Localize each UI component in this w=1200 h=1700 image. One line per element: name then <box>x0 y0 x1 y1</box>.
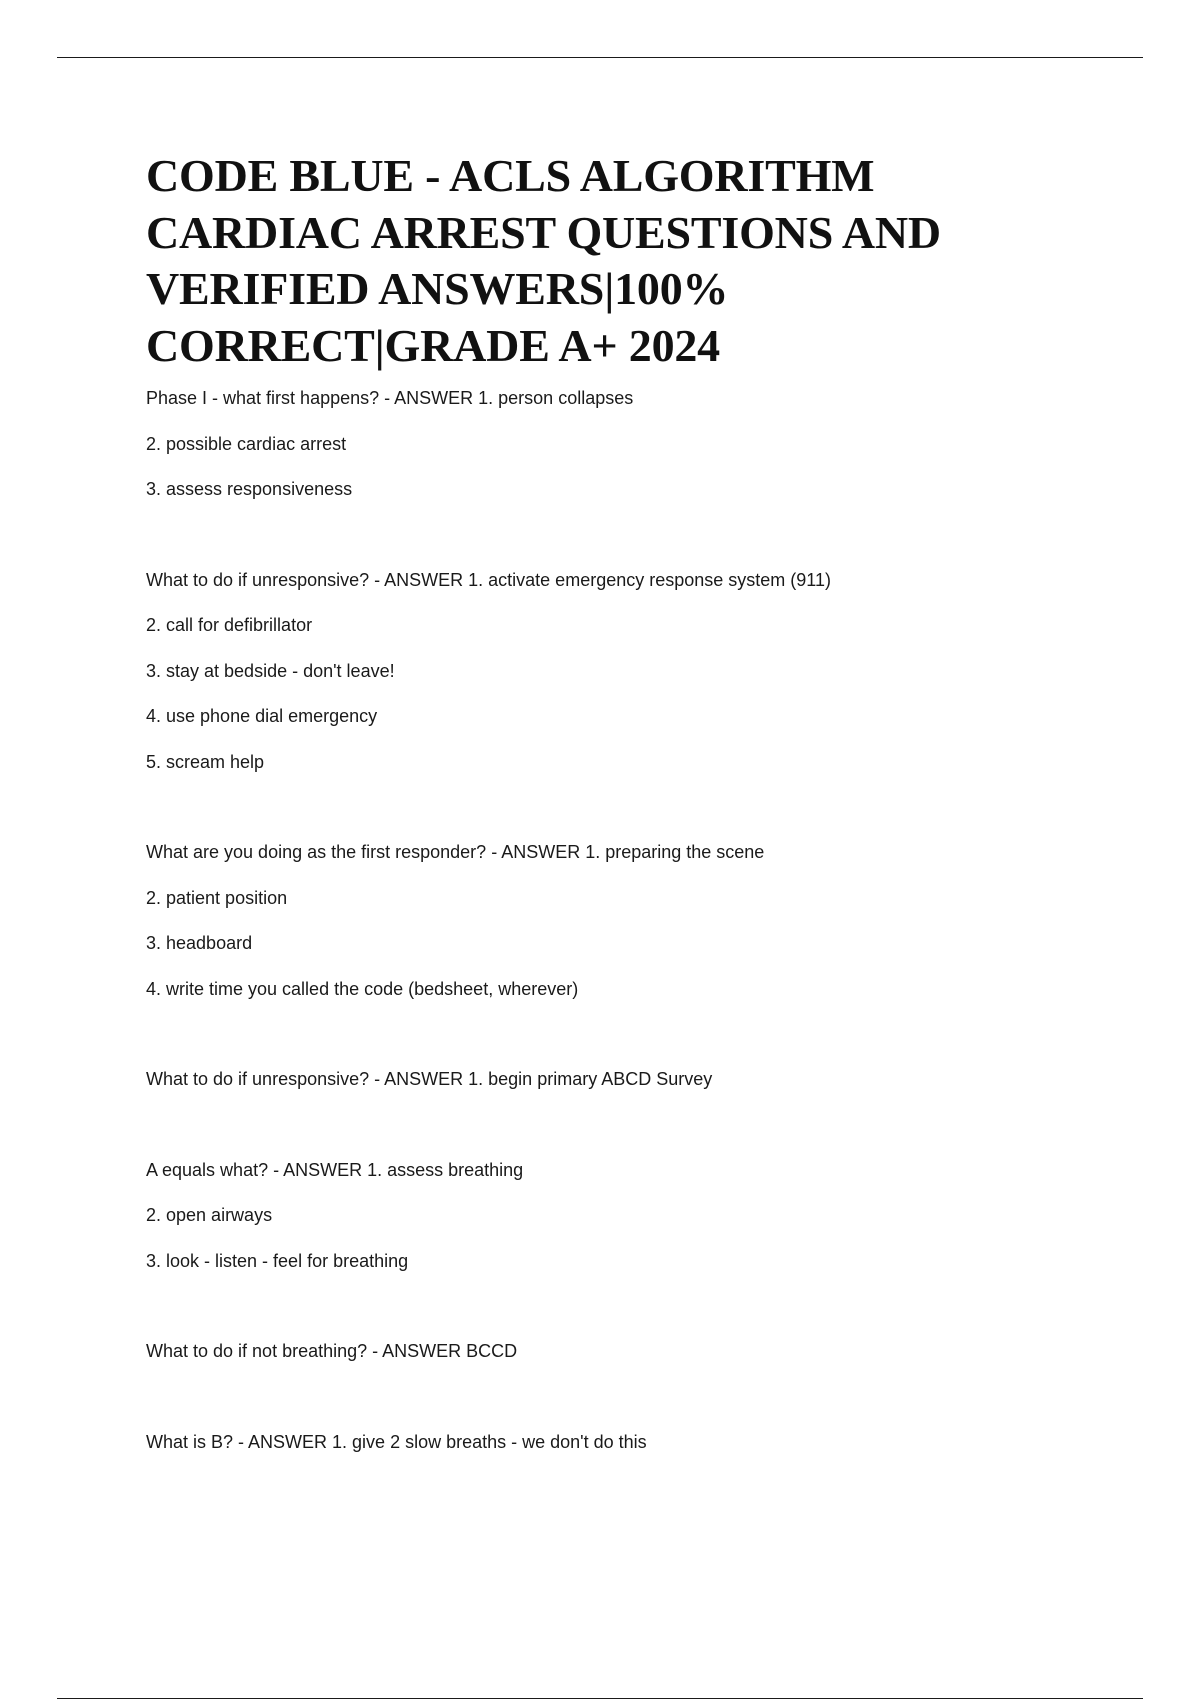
title-line: VERIFIED ANSWERS|100% <box>146 263 729 314</box>
title-line: CORRECT|GRADE A+ 2024 <box>146 319 720 371</box>
answer-line: 3. headboard <box>146 933 253 953</box>
footer-rule <box>57 1698 1143 1699</box>
qa-block <box>146 558 1106 786</box>
question-line: What are you doing as the first responder? - ANSWER 1. preparing the scene <box>146 842 765 862</box>
question-line: What to do if unresponsive? - ANSWER 1. begin primary ABCD Survey <box>146 1069 713 1089</box>
answer-line: 3. stay at bedside - don't leave! <box>146 660 395 681</box>
document-title <box>146 148 1106 374</box>
header-rule <box>57 57 1143 58</box>
qa-block <box>146 1420 1106 1466</box>
qa-block <box>146 1148 1106 1285</box>
document-body <box>146 148 1106 1510</box>
qa-block <box>146 1057 1106 1103</box>
answer-line: 4. write time you called the code (bedsheet, wherever) <box>146 978 579 999</box>
answer-line: 4. use phone dial emergency <box>146 706 378 726</box>
answer-line: 5. scream help <box>146 751 265 772</box>
question-line: What is B? - ANSWER 1. give 2 slow breaths - we don't do this <box>146 1431 647 1452</box>
question-line: Phase I - what first happens? - ANSWER 1. person collapses <box>146 388 634 408</box>
answer-line: 2. patient position <box>146 887 288 908</box>
answer-line: 3. assess responsiveness <box>146 479 353 499</box>
answer-line: 2. call for defibrillator <box>146 615 313 635</box>
question-line: A equals what? - ANSWER 1. assess breathing <box>146 1159 524 1180</box>
title-line: CODE BLUE - ACLS ALGORITHM <box>146 150 875 201</box>
qa-block <box>146 830 1106 1012</box>
question-line: What to do if unresponsive? - ANSWER 1. activate emergency response system (911) <box>146 569 831 590</box>
qa-list <box>146 376 1106 1465</box>
question-line: What to do if not breathing? - ANSWER BCCD <box>146 1341 518 1361</box>
answer-line: 2. open airways <box>146 1205 273 1225</box>
answer-line: 2. possible cardiac arrest <box>146 433 347 454</box>
qa-block <box>146 376 1106 513</box>
answer-line: 3. look - listen - feel for breathing <box>146 1250 409 1271</box>
qa-block <box>146 1329 1106 1375</box>
title-line: CARDIAC ARREST QUESTIONS AND <box>146 206 941 258</box>
